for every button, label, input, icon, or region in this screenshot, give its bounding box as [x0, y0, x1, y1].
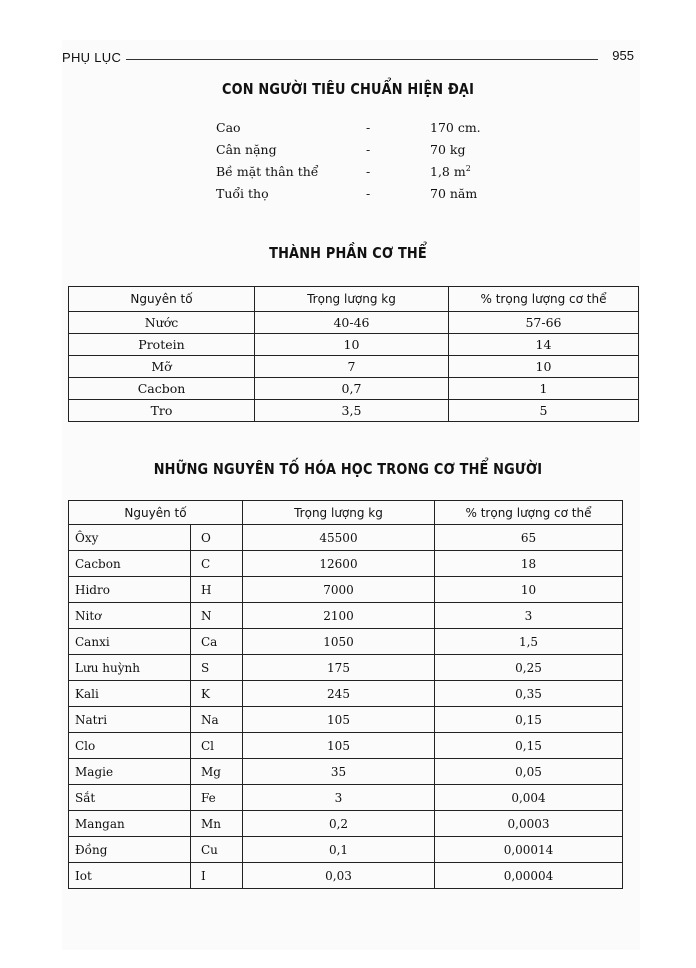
- std-label: Cao: [216, 120, 241, 135]
- table-row: [69, 863, 623, 889]
- std-value: [430, 164, 471, 179]
- std-separator: -: [366, 164, 371, 179]
- column-header: Trọng lượng kg: [243, 501, 435, 525]
- element-symbol-cell: O: [191, 525, 243, 551]
- element-symbol-cell: Ca: [191, 629, 243, 655]
- element-name-cell: Hidro: [69, 577, 191, 603]
- page-number: 955: [612, 48, 634, 63]
- weight-cell: 35: [243, 759, 435, 785]
- element-symbol-cell: Fe: [191, 785, 243, 811]
- chemical-elements-title: NHỮNG NGUYÊN TỐ HÓA HỌC TRONG CƠ THỂ NGƯỜI: [153, 460, 543, 478]
- weight-cell: 40-46: [255, 312, 449, 334]
- weight-cell: 3: [243, 785, 435, 811]
- percent-cell: 0,15: [435, 733, 623, 759]
- weight-cell: 175: [243, 655, 435, 681]
- percent-cell: 0,05: [435, 759, 623, 785]
- column-header: Nguyên tố: [69, 287, 255, 312]
- percent-cell: 57-66: [449, 312, 639, 334]
- percent-cell: 0,0003: [435, 811, 623, 837]
- table-row: [69, 681, 623, 707]
- percent-cell: 14: [449, 334, 639, 356]
- percent-cell: 0,25: [435, 655, 623, 681]
- table-row: [69, 629, 623, 655]
- weight-cell: 0,03: [243, 863, 435, 889]
- element-name-cell: Ôxy: [69, 525, 191, 551]
- body-composition-title: THÀNH PHẦN CƠ THỂ: [269, 244, 427, 262]
- table-header-row: [69, 501, 623, 525]
- page-header: [62, 48, 634, 68]
- column-header: Nguyên tố: [69, 501, 243, 525]
- std-label: Cân nặng: [216, 142, 277, 157]
- element-symbol-cell: Cu: [191, 837, 243, 863]
- header-rule: [126, 59, 598, 60]
- element-name-cell: Kali: [69, 681, 191, 707]
- element-name-cell: Cacbon: [69, 378, 255, 400]
- element-name-cell: Canxi: [69, 629, 191, 655]
- table-row: [69, 759, 623, 785]
- std-separator: -: [366, 120, 371, 135]
- weight-cell: 245: [243, 681, 435, 707]
- element-symbol-cell: H: [191, 577, 243, 603]
- std-value: 70 năm: [430, 186, 478, 201]
- table-row: [69, 577, 623, 603]
- weight-cell: 3,5: [255, 400, 449, 422]
- weight-cell: 12600: [243, 551, 435, 577]
- table-header-row: [69, 287, 639, 312]
- weight-cell: 1050: [243, 629, 435, 655]
- table-row: [69, 707, 623, 733]
- percent-cell: 5: [449, 400, 639, 422]
- element-name-cell: Nitơ: [69, 603, 191, 629]
- table-row: [69, 378, 639, 400]
- table-row: [69, 733, 623, 759]
- element-name-cell: Sắt: [69, 785, 191, 811]
- column-header: % trọng lượng cơ thể: [449, 287, 639, 312]
- std-value: 70 kg: [430, 142, 466, 157]
- percent-cell: 18: [435, 551, 623, 577]
- column-header: % trọng lượng cơ thể: [435, 501, 623, 525]
- weight-cell: 45500: [243, 525, 435, 551]
- percent-cell: 0,004: [435, 785, 623, 811]
- percent-cell: 0,00004: [435, 863, 623, 889]
- section-label: PHỤ LỤC: [62, 50, 122, 65]
- element-name-cell: Mangan: [69, 811, 191, 837]
- element-symbol-cell: C: [191, 551, 243, 577]
- element-name-cell: Magie: [69, 759, 191, 785]
- element-name-cell: Natri: [69, 707, 191, 733]
- table-row: [69, 334, 639, 356]
- weight-cell: 7000: [243, 577, 435, 603]
- element-name-cell: Mỡ: [69, 356, 255, 378]
- element-symbol-cell: Na: [191, 707, 243, 733]
- table-row: [69, 525, 623, 551]
- percent-cell: 0,35: [435, 681, 623, 707]
- percent-cell: 3: [435, 603, 623, 629]
- std-separator: -: [366, 186, 371, 201]
- weight-cell: 105: [243, 707, 435, 733]
- chemical-elements-table: [68, 500, 623, 889]
- element-symbol-cell: Mg: [191, 759, 243, 785]
- weight-cell: 105: [243, 733, 435, 759]
- table-row: [69, 837, 623, 863]
- element-name-cell: Tro: [69, 400, 255, 422]
- element-name-cell: Iot: [69, 863, 191, 889]
- percent-cell: 65: [435, 525, 623, 551]
- table-row: [69, 312, 639, 334]
- weight-cell: 0,7: [255, 378, 449, 400]
- std-separator: -: [366, 142, 371, 157]
- table-row: [69, 785, 623, 811]
- element-name-cell: Clo: [69, 733, 191, 759]
- std-value-superscript: 2: [465, 164, 471, 173]
- element-symbol-cell: S: [191, 655, 243, 681]
- table-row: [69, 356, 639, 378]
- std-label: Bề mặt thân thể: [216, 164, 319, 179]
- std-label: Tuổi thọ: [216, 186, 269, 201]
- table-row: [69, 551, 623, 577]
- element-symbol-cell: Mn: [191, 811, 243, 837]
- element-symbol-cell: I: [191, 863, 243, 889]
- element-name-cell: Cacbon: [69, 551, 191, 577]
- body-composition-table: [68, 286, 639, 422]
- weight-cell: 0,2: [243, 811, 435, 837]
- column-header: Trọng lượng kg: [255, 287, 449, 312]
- element-name-cell: Đồng: [69, 837, 191, 863]
- element-symbol-cell: Cl: [191, 733, 243, 759]
- percent-cell: 1: [449, 378, 639, 400]
- percent-cell: 0,00014: [435, 837, 623, 863]
- percent-cell: 0,15: [435, 707, 623, 733]
- element-symbol-cell: K: [191, 681, 243, 707]
- weight-cell: 7: [255, 356, 449, 378]
- standard-human-title: CON NGƯỜI TIÊU CHUẨN HIỆN ĐẠI: [221, 80, 475, 98]
- weight-cell: 2100: [243, 603, 435, 629]
- table-row: [69, 655, 623, 681]
- element-name-cell: Protein: [69, 334, 255, 356]
- percent-cell: 10: [449, 356, 639, 378]
- weight-cell: 0,1: [243, 837, 435, 863]
- element-symbol-cell: N: [191, 603, 243, 629]
- std-value-text: 1,8 m: [430, 164, 466, 179]
- element-name-cell: Lưu huỳnh: [69, 655, 191, 681]
- percent-cell: 1,5: [435, 629, 623, 655]
- element-name-cell: Nước: [69, 312, 255, 334]
- table-row: [69, 811, 623, 837]
- table-row: [69, 400, 639, 422]
- percent-cell: 10: [435, 577, 623, 603]
- weight-cell: 10: [255, 334, 449, 356]
- std-value: 170 cm.: [430, 120, 481, 135]
- table-row: [69, 603, 623, 629]
